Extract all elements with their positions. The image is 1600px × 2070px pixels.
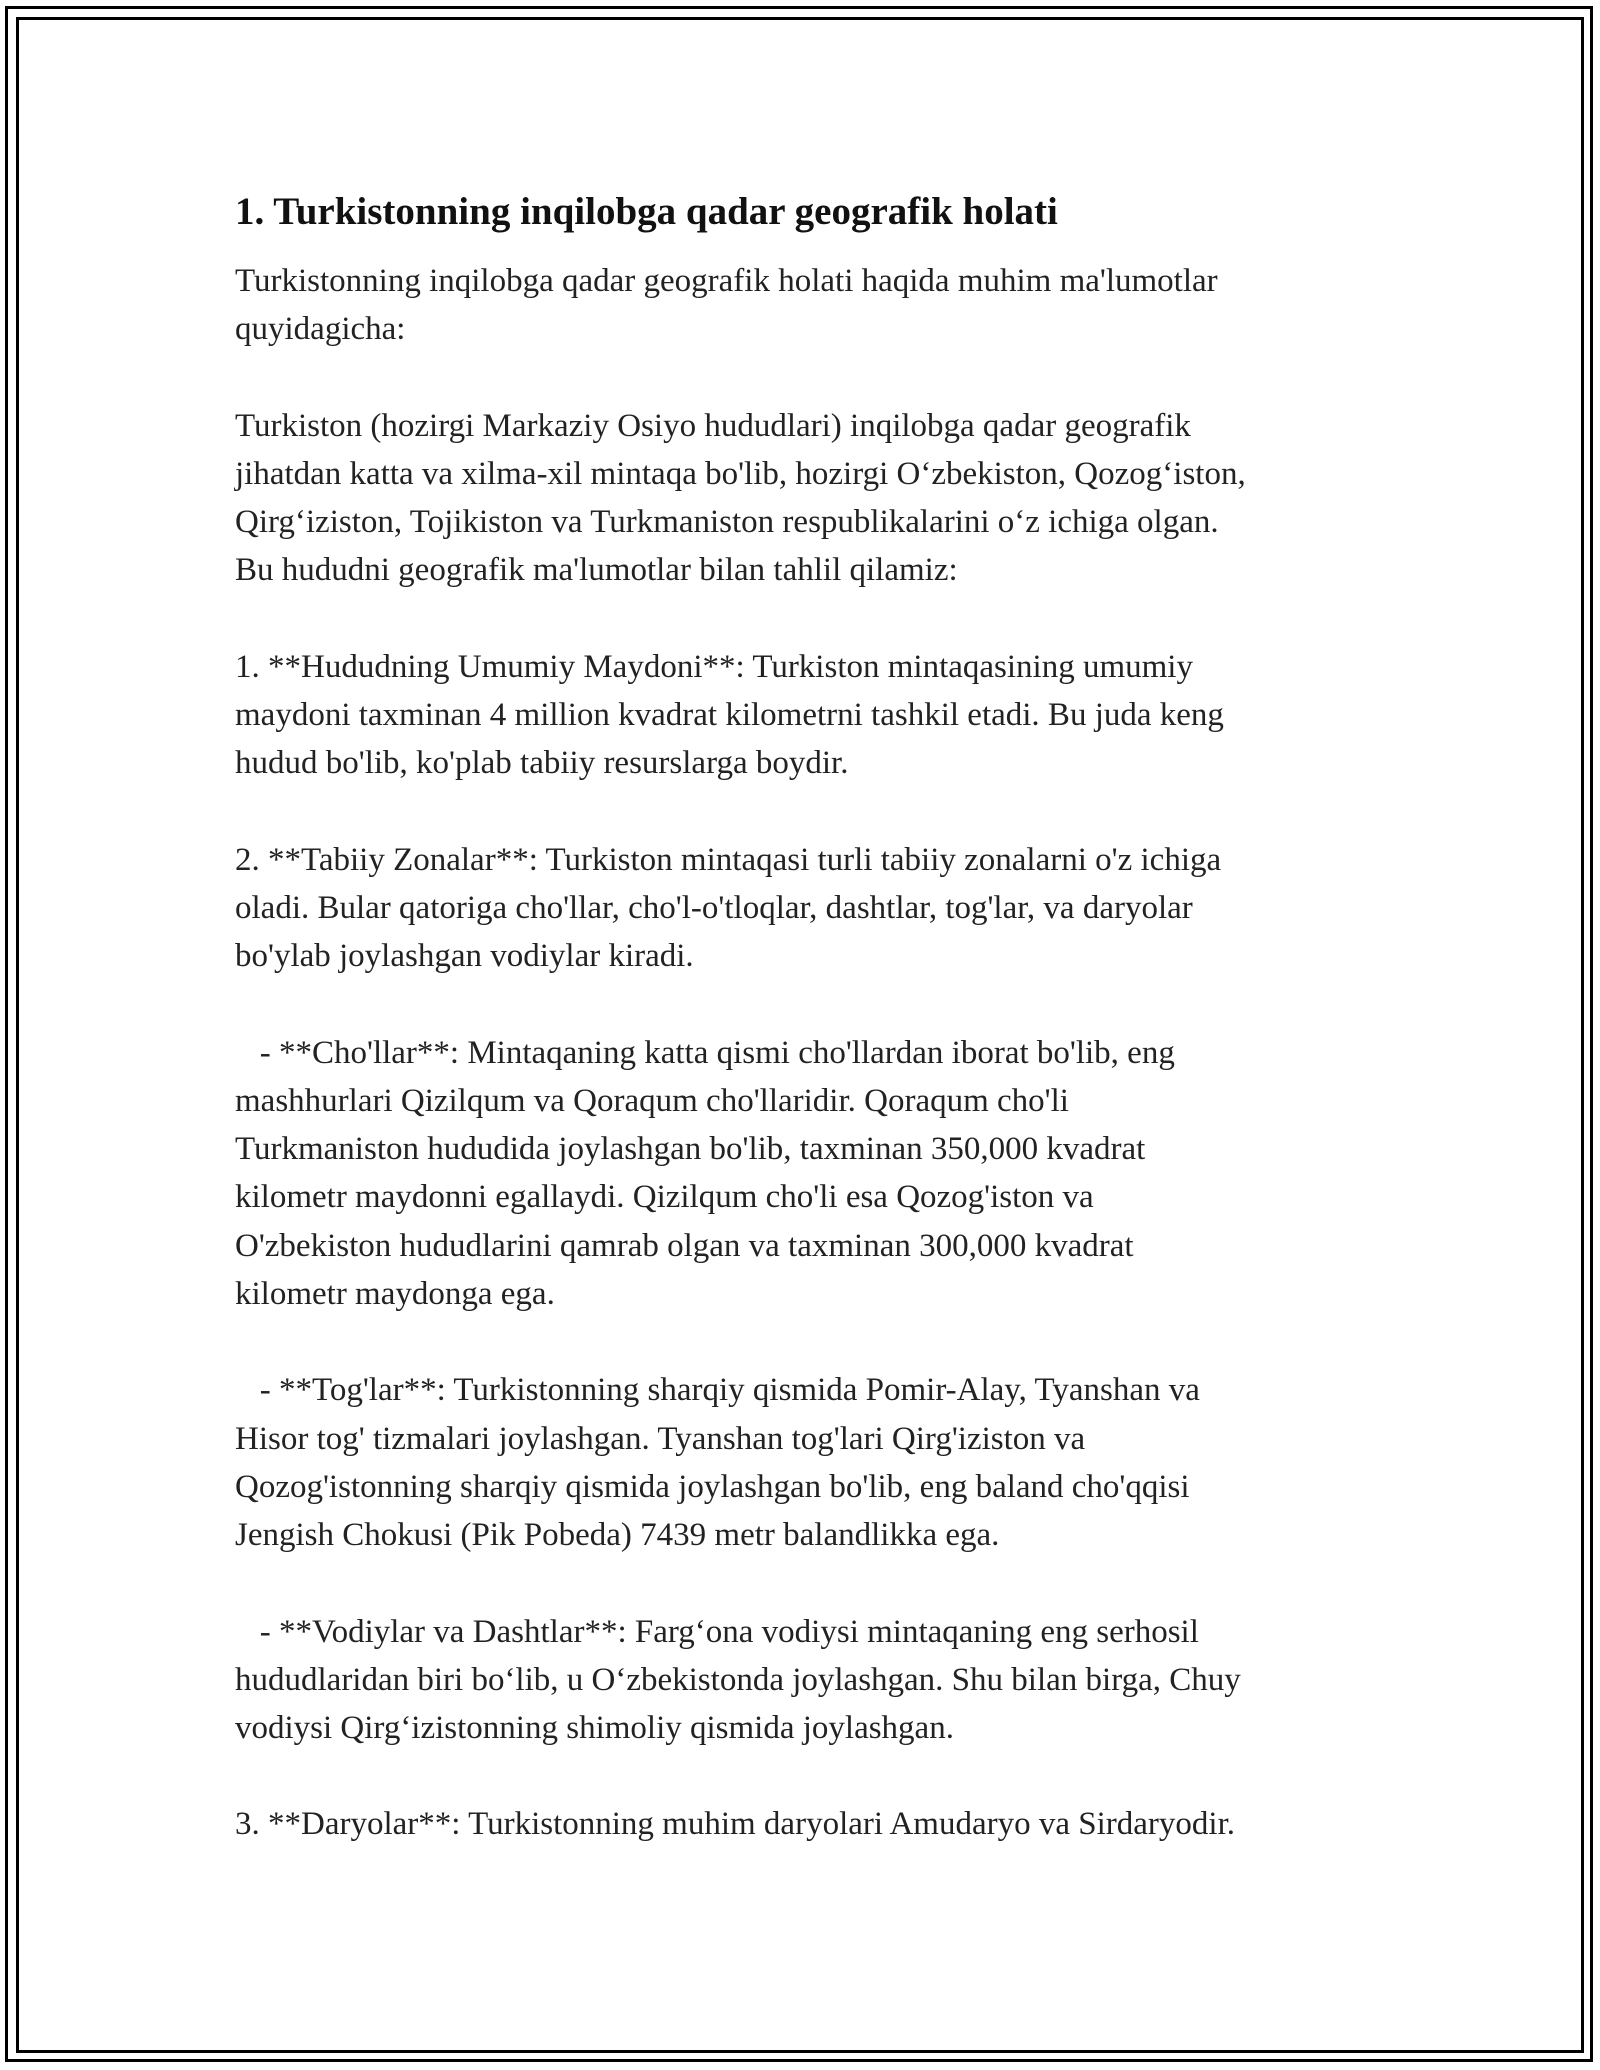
overview-paragraph: Turkiston (hozirgi Markaziy Osiyo hududlari) inqilobga qadar geografik jihatdan katta va xilma-xil mintaqa bo'lib, hozirgi O‘zbekiston, Qozog‘iston, Qirg‘iziston, Tojikiston va Turkmaniston respublikalarini o‘z ichiga olgan. Bu hududni geografik ma'lumotlar bilan tahlil qilamiz: [235, 407, 1246, 589]
document-title: 1. Turkistonning inqilobga qadar geografik holati [235, 190, 1058, 233]
valleys-paragraph: - **Vodiylar va Dashtlar**: Farg‘ona vodiysi mintaqaning eng serhosil hududlaridan biri bo‘lib, u O‘zbekistonda joylashgan. Shu bilan birga, Chuy vodiysi Qirg‘izistonning shimoliy qismida joylashgan. [235, 1613, 1241, 1747]
document-body [235, 183, 1375, 1849]
intro-paragraph: Turkistonning inqilobga qadar geografik holati haqida muhim ma'lumotlar quyidagicha: [235, 263, 1218, 348]
deserts-paragraph: - **Cho'llar**: Mintaqaning katta qismi cho'llardan iborat bo'lib, eng mashhurlari Qizilqum va Qoraqum cho'llaridir. Qoraqum cho'li Turkmaniston hududida joylashgan bo'lib, taxminan 350,000 kvadrat kilometr maydonni egallaydi. Qizilqum cho'li esa Qozog'iston va O'zbekiston hududlarini qamrab olgan va taxminan 300,000 kvadrat kilometr maydonga ega. [235, 1034, 1175, 1313]
natural-zones-paragraph: 2. **Tabiiy Zonalar**: Turkiston mintaqasi turli tabiiy zonalarni o'z ichiga oladi. Bular qatoriga cho'llar, cho'l-o'tloqlar, dashtlar, tog'lar, va daryolar bo'ylab joylashgan vodiylar kiradi. [235, 841, 1222, 975]
rivers-paragraph: 3. **Daryolar**: Turkistonning muhim daryolari Amudaryo va Sirdaryodir. [235, 1806, 1235, 1843]
area-paragraph: 1. **Hududning Umumiy Maydoni**: Turkiston mintaqasining umumiy maydoni taxminan 4 million kvadrat kilometrni tashkil etadi. Bu juda keng hudud bo'lib, ko'plab tabiiy resurslarga boydir. [235, 648, 1224, 782]
mountains-paragraph: - **Tog'lar**: Turkistonning sharqiy qismida Pomir-Alay, Tyanshan va Hisor tog' tizmalari joylashgan. Tyanshan tog'lari Qirg'iziston va Qozog'istonning sharqiy qismida joylashgan bo'lib, eng baland cho'qqisi Jengish Chokusi (Pik Pobeda) 7439 metr balandlikka ega. [235, 1372, 1200, 1554]
